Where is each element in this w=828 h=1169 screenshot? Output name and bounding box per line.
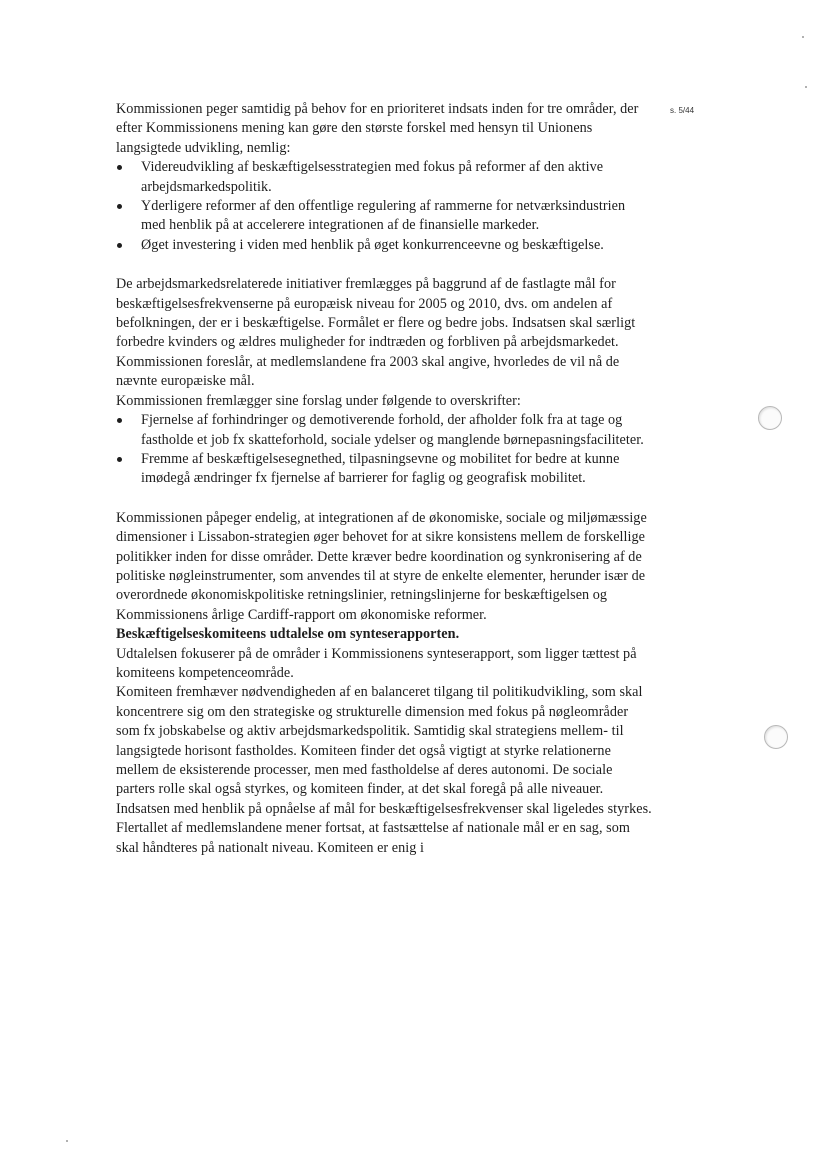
page-number: s. 5/44	[670, 106, 695, 115]
scan-speck	[802, 36, 804, 38]
punch-hole-top	[758, 406, 782, 430]
section-heading: Beskæftigelseskomiteens udtalelse om synteserapporten.	[116, 626, 460, 643]
paragraph-headings-intro: Kommissionen fremlægger sine forslag under følgende to overskrifter:	[116, 392, 521, 409]
paragraph-intro: Kommissionen peger samtidig på behov for en prioriteret indsats inden for tre områder, der efter Kommissionens mening kan gøre den største forskel med hensyn til Unionens langsigtede udvikling, nemlig:	[116, 101, 639, 156]
paragraph-committee: Komiteen fremhæver nødvendigheden af en balanceret tilgang til politikudvikling, som skal koncentrere sig om den strategiske og strukturelle dimension med fokus på nøgleområder som fx jobskabelse og aktiv arbejdsmarkedspolitik. Samtidig skal strategiens mellem- til langsigtede horisont fastholdes. Komiteen finder det også vigtigt at styrke relationerne mellem de eksisterende processer, men med fastholdelse af deres autonomi. De sociale parters rolle skal også styrkes, og komiteen finder, at det skal foregå på alle niveauer.	[116, 684, 643, 798]
punch-hole-bottom	[764, 725, 788, 749]
list-item: Videreudvikling af beskæftigelsesstrategien med fokus på reformer af den aktive arbejdsmarkedspolitik.	[116, 158, 652, 197]
priority-list	[116, 158, 652, 255]
body-text	[116, 100, 652, 858]
paragraph-labour-market: De arbejdsmarkedsrelaterede initiativer fremlægges på baggrund af de fastlagte mål for beskæftigelsesfrekvenserne på europæisk niveau for 2005 og 2010, dvs. om andelen af befolkningen, der er i beskæftigelse. Formålet er flere og bedre jobs. Indsatsen skal særligt forbedre kvinders og ældres muligheder for indtræden og forbliven på arbejdsmarkedet. Kommissionen foreslår, at medlemslandene fra 2003 skal angive, hvorledes de vil nå de nævnte europæiske mål.	[116, 276, 636, 390]
scan-speck	[66, 1140, 68, 1142]
list-item: Fremme af beskæftigelsesegnethed, tilpasningsevne og mobilitet for bedre at kunne imødegå ændringer fx fjernelse af barrierer for faglig og geografisk mobilitet.	[116, 450, 652, 489]
list-item: Yderligere reformer af den offentlige regulering af rammerne for netværksindustrien med henblik på at accelerere integrationen af de finansielle markeder.	[116, 197, 652, 236]
paragraph-effort: Indsatsen med henblik på opnåelse af mål for beskæftigelsesfrekvenser skal ligeledes styrkes. Flertallet af medlemslandene mener fortsat, at fastsættelse af nationale mål er en sag, som skal håndteres på nationalt niveau. Komiteen er enig i	[116, 800, 652, 856]
paragraph-statement: Udtalelsen fokuserer på de områder i Kommissionens synteserapport, som ligger tættest på komiteens kompetenceområde.	[116, 645, 637, 681]
list-item: Fjernelse af forhindringer og demotiverende forhold, der afholder folk fra at tage og fastholde et job fx skatteforhold, sociale ydelser og manglende børnepasningsfaciliteter.	[116, 411, 652, 450]
scan-speck	[805, 86, 807, 88]
list-item: Øget investering i viden med henblik på øget konkurrenceevne og beskæftigelse.	[116, 236, 652, 255]
proposal-list	[116, 411, 652, 489]
paragraph-integration: Kommissionen påpeger endelig, at integrationen af de økonomiske, sociale og miljømæssige dimensioner i Lissabon-strategien øger behovet for at sikre konsistens mellem de forskellige politikker inden for disse områder. Dette kræver bedre koordination og synkronisering af de politiske nøgleinstrumenter, som anvendes til at styre de enkelte elementer, herunder især de overordnede økonomiskpolitiske retningslinier, retningslinjerne for beskæftigelsen og Kommissionens årlige Cardiff-rapport om økonomiske reformer.	[116, 509, 647, 623]
